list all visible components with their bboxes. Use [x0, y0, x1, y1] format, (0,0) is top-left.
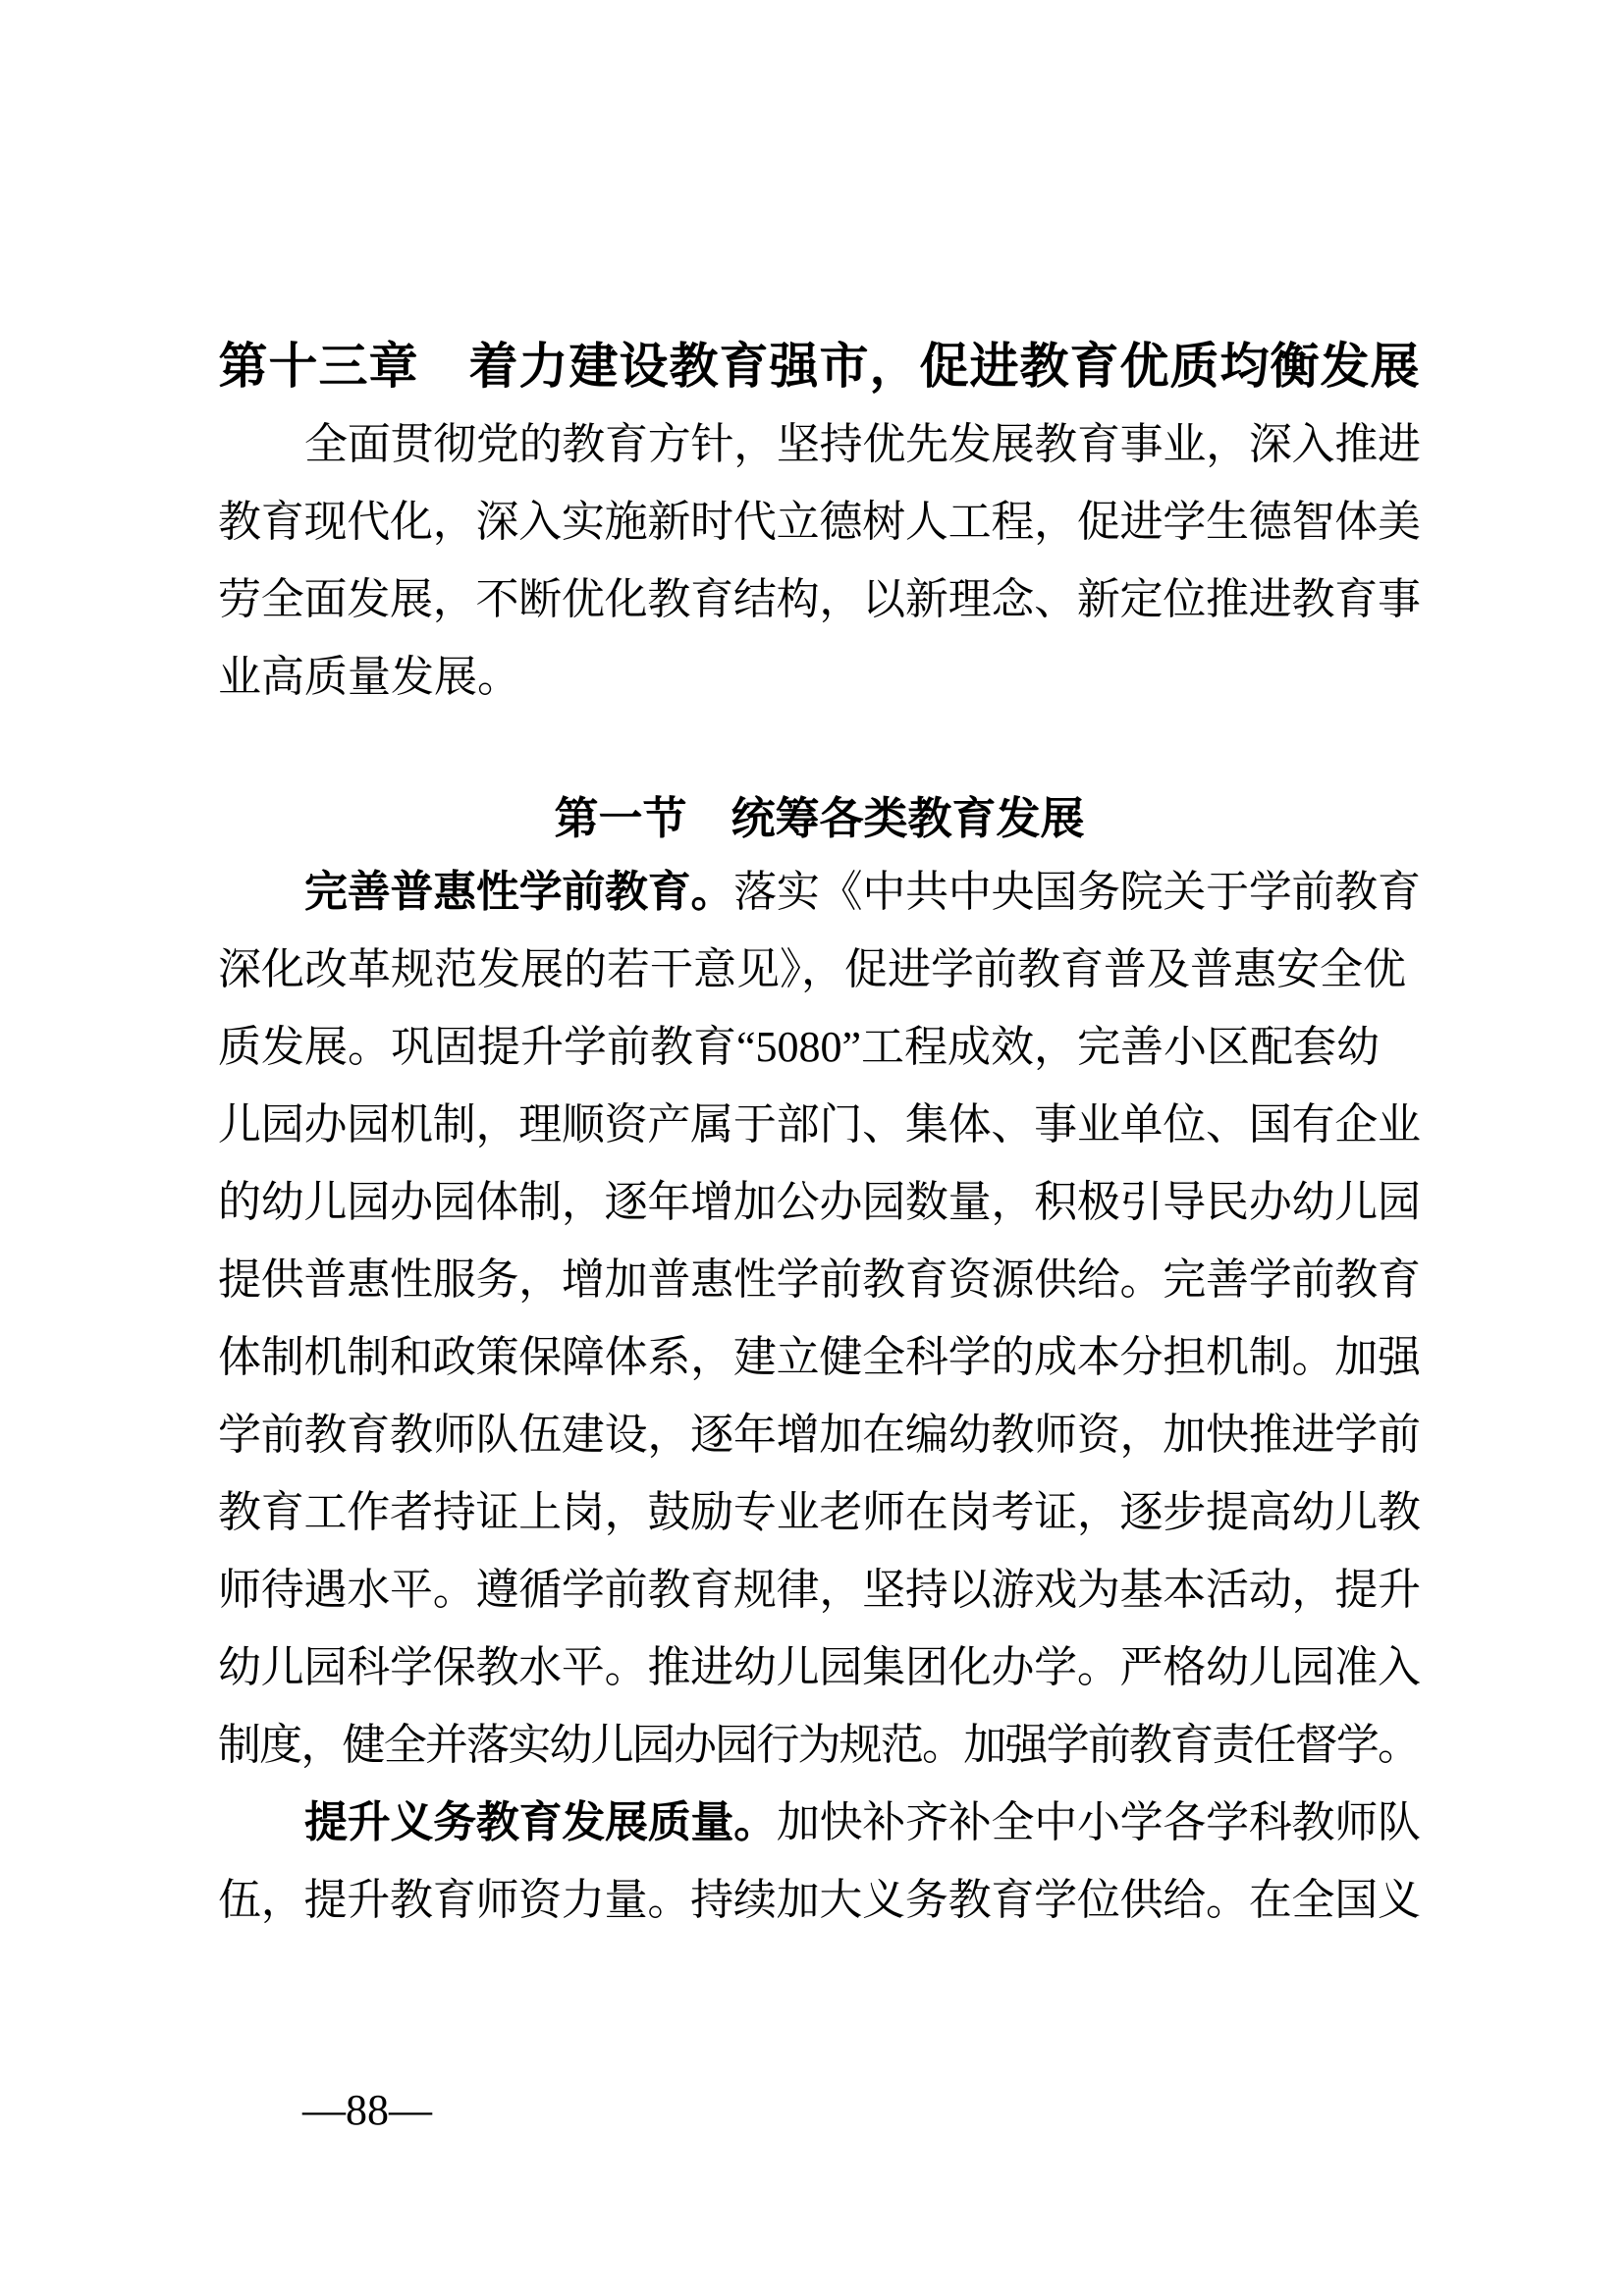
text-run: 深化改革规范发展的若干意见》，促进学前教育普及普惠安全优	[218, 945, 1406, 993]
text-run: 加快补齐补全中小学各学科教师队	[776, 1798, 1421, 1846]
paragraph-intro	[218, 405, 1421, 716]
chapter-title: 第十三章 着力建设教育强市，促进教育优质均衡发展	[218, 338, 1421, 394]
text-run: 落实《中共中央国务院关于学前教育	[733, 868, 1421, 916]
text-line	[218, 405, 1421, 483]
text-run: 体制机制和政策保障体系，建立健全科学的成本分担机制。加强	[218, 1333, 1421, 1381]
text-run: 教育现代化，深入实施新时代立德树人工程，促进学生德智体美	[218, 498, 1421, 546]
text-run: 制度，健全并落实幼儿园办园行为规范。加强学前教育责任督学。	[218, 1721, 1420, 1769]
text-run: 伍，提升教育师资力量。持续加大义务教育学位供给。在全国义	[218, 1876, 1421, 1924]
text-line	[218, 1318, 1421, 1396]
text-line	[218, 1784, 1421, 1861]
text-line	[218, 1163, 1421, 1241]
bold-lead-run: 提升义务教育发展质量。	[304, 1798, 777, 1846]
text-run: 教育工作者持证上岗，鼓励专业老师在岗考证，逐步提高幼儿教	[218, 1488, 1421, 1536]
paragraph-compulsory-education	[218, 1784, 1421, 1939]
text-line	[218, 1861, 1421, 1939]
text-line	[218, 1473, 1421, 1551]
page-number: —88—	[302, 2086, 432, 2134]
paragraph-preschool-education	[218, 853, 1421, 1784]
text-run: 业高质量发展。	[218, 653, 520, 701]
text-line	[218, 1086, 1421, 1163]
text-run: 儿园办园机制，理顺资产属于部门、集体、事业单位、国有企业	[218, 1100, 1421, 1148]
text-run: 全面贯彻党的教育方针，坚持优先发展教育事业，深入推进	[304, 420, 1421, 468]
text-line	[218, 638, 1421, 716]
text-line	[218, 1396, 1421, 1473]
text-line	[218, 561, 1421, 638]
text-line	[218, 931, 1421, 1008]
text-run: 学前教育教师队伍建设，逐年增加在编幼教师资，加快推进学前	[218, 1411, 1421, 1459]
text-line	[218, 1551, 1421, 1629]
text-run: 的幼儿园办园体制，逐年增加公办园数量，积极引导民办幼儿园	[218, 1178, 1421, 1226]
text-run: 幼儿园科学保教水平。推进幼儿园集团化办学。严格幼儿园准入	[218, 1643, 1421, 1691]
text-run: 劳全面发展，不断优化教育结构，以新理念、新定位推进教育事	[218, 575, 1421, 623]
bold-lead-run: 完善普惠性学前教育。	[304, 868, 734, 916]
text-line	[218, 1241, 1421, 1318]
text-line	[218, 853, 1421, 931]
text-line	[218, 1629, 1421, 1706]
text-line	[218, 1706, 1421, 1784]
section-title: 第一节 统筹各类教育发展	[554, 793, 1085, 844]
text-run: 师待遇水平。遵循学前教育规律，坚持以游戏为基本活动，提升	[218, 1566, 1421, 1614]
text-run: 质发展。巩固提升学前教育“5080”工程成效，完善小区配套幼	[218, 1023, 1380, 1071]
text-line	[218, 1008, 1421, 1086]
text-line	[218, 483, 1421, 561]
text-run: 提供普惠性服务，增加普惠性学前教育资源供给。完善学前教育	[218, 1255, 1421, 1304]
